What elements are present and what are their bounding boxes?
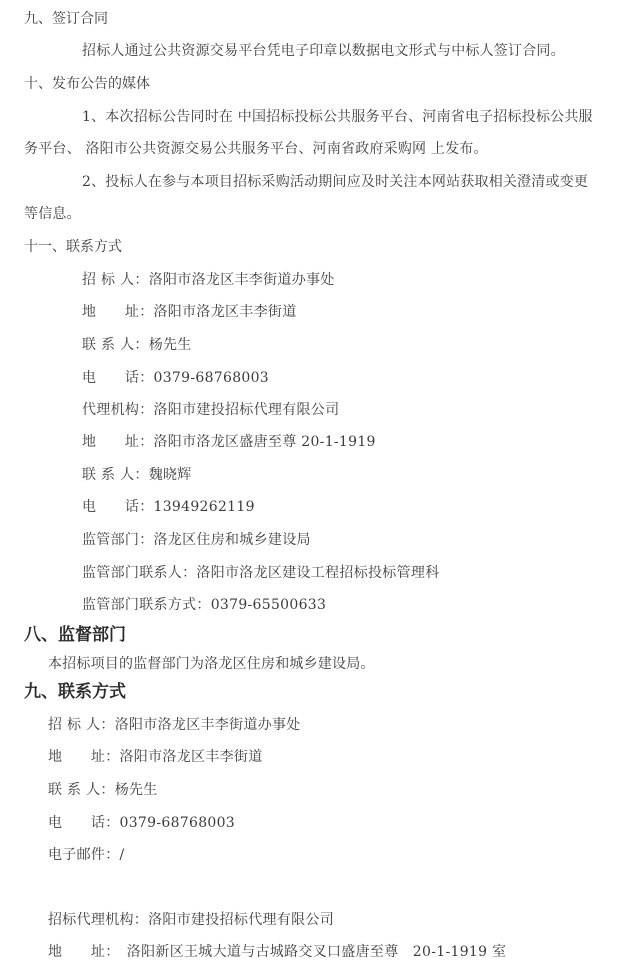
contact9-phone: 电 话：0379-68768003 — [48, 815, 236, 831]
contact-agency-person: 联 系 人：魏晓辉 — [82, 467, 192, 483]
section-heading-contact-9: 九、联系方式 — [24, 682, 126, 702]
section-heading-sign-contract: 九、签订合同 — [24, 11, 108, 27]
contact-agency-address: 地 址：洛阳市洛龙区盛唐至尊 20-1-1919 — [82, 434, 376, 450]
media-para1-line2: 务平台、 洛阳市公共资源交易公共服务平台、河南省政府采购网 上发布。 — [24, 141, 488, 157]
sign-contract-text: 招标人通过公共资源交易平台凭电子印章以数据电文形式与中标人签订合同。 — [82, 43, 565, 59]
media-para2-line2: 等信息。 — [24, 206, 81, 222]
contact-agency: 代理机构：洛阳市建投招标代理有限公司 — [82, 402, 340, 418]
contact9-agency-address: 地 址： 洛阳新区王城大道与古城路交叉口盛唐至尊 20-1-1919 室 — [48, 944, 507, 960]
contact-supervisor-person: 监管部门联系人：洛阳市洛龙区建设工程招标投标管理科 — [82, 565, 440, 581]
contact9-person: 联 系 人：杨先生 — [48, 782, 158, 798]
contact-tenderer-address: 地 址：洛阳市洛龙区丰李街道 — [82, 304, 297, 320]
contact9-agency: 招标代理机构：洛阳市建投招标代理有限公司 — [48, 912, 334, 928]
supervision-text: 本招标项目的监督部门为洛龙区住房和城乡建设局。 — [48, 656, 375, 672]
media-para2-line1: 2、投标人在参与本项目招标采购活动期间应及时关注本网站获取相关澄清或变更 — [82, 174, 589, 190]
contact-supervisor-phone: 监管部门联系方式：0379-65500633 — [82, 597, 327, 613]
contact9-tenderer: 招 标 人：洛阳市洛龙区丰李街道办事处 — [48, 717, 301, 733]
contact-tenderer: 招 标 人：洛阳市洛龙区丰李街道办事处 — [82, 272, 335, 288]
contact-agency-phone: 电 话：13949262119 — [82, 499, 255, 515]
contact9-email: 电子邮件：/ — [48, 847, 125, 863]
contact-tenderer-phone: 电 话：0379-68768003 — [82, 370, 270, 386]
section-heading-contact-11: 十一、联系方式 — [24, 239, 122, 255]
contact9-address: 地 址：洛阳市洛龙区丰李街道 — [48, 749, 263, 765]
section-heading-supervision: 八、监督部门 — [24, 625, 126, 645]
contact-tenderer-person: 联 系 人：杨先生 — [82, 337, 192, 353]
contact-supervisor: 监管部门：洛龙区住房和城乡建设局 — [82, 532, 311, 548]
media-para1-line1: 1、本次招标公告同时在 中国招标投标公共服务平台、河南省电子招标投标公共服 — [82, 109, 593, 125]
section-heading-media: 十、发布公告的媒体 — [24, 76, 150, 92]
